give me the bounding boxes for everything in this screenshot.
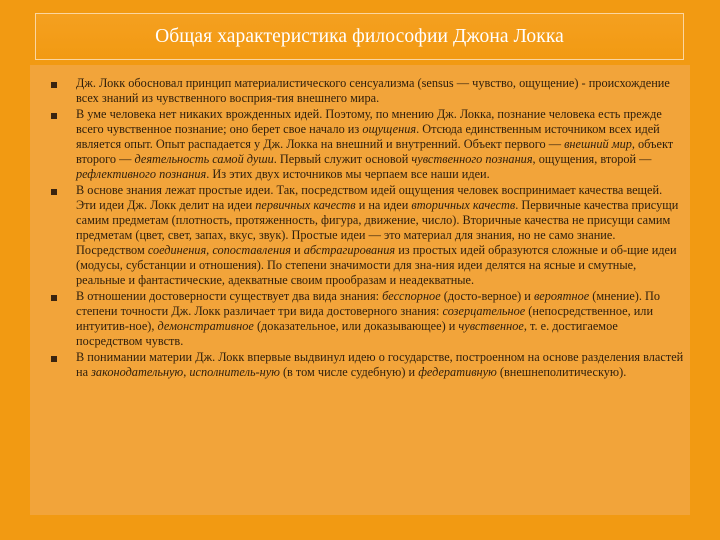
bullet-item	[30, 289, 685, 349]
italic-term: демонстративное	[157, 319, 254, 333]
italic-term: созерцательное	[442, 304, 526, 318]
bullet-square-icon	[51, 113, 57, 119]
bullet-square-icon	[51, 295, 57, 301]
bullet-item	[30, 183, 685, 288]
text-segment: . Отсюда единственным источником всех идей является опыт. Опыт распадается у Дж. Локка на внешний и внутренний. Объект первого —	[76, 122, 660, 151]
italic-term: вероятное	[533, 289, 590, 303]
bullet-square-icon	[51, 82, 57, 88]
text-segment: ,	[183, 365, 190, 379]
text-segment: (непосредственное, или интуитив-ное),	[76, 304, 654, 333]
text-segment: и на идеи	[355, 198, 412, 212]
italic-term: чувственное	[458, 319, 524, 333]
italic-term: соединения, сопоставления	[147, 243, 291, 257]
bullet-text	[76, 350, 685, 380]
bullet-text	[76, 107, 685, 182]
text-segment: В уме человека нет никаких врожденных идей. Поэтому, по мнению Дж. Локка, познание человека есть прежде всего чувственное познание; оно берет свое начало из	[76, 107, 662, 136]
slide-title: Общая характеристика философии Джона Локка	[155, 25, 564, 47]
text-segment: (внешнеполитическую).	[496, 365, 627, 379]
bullet-square-icon	[51, 189, 57, 195]
text-segment: В основе знания лежат простые идеи. Так, посредством идей ощущения человек воспринимает качества вещей. Эти идеи Дж. Локк делит на идеи	[76, 183, 663, 212]
text-segment: , ощущения, второй —	[532, 152, 652, 166]
italic-term: первичных качеств	[255, 198, 356, 212]
text-segment: (мнение). По степени точности Дж. Локк различает три вида достоверного знания:	[76, 289, 661, 318]
bullet-square-icon	[51, 356, 57, 362]
text-segment: (в том числе судебную) и	[279, 365, 419, 379]
text-segment: . Первичные качества присущи самим предметам (плотность, протяженность, фигура, движение, число). Вторичные качества не присущи самим предметам (цвет, свет, запах, вкус, звук). Простые идеи — это материал для знания, но не само знание. Посредством	[76, 198, 679, 257]
italic-term: чувственного познания	[411, 152, 533, 166]
text-segment: (досто-верное) и	[440, 289, 534, 303]
text-segment: , объект второго —	[76, 137, 674, 166]
text-segment: . Первый служит основой	[273, 152, 412, 166]
bullet-text	[76, 289, 685, 349]
bullet-list	[30, 76, 685, 381]
bullet-item	[30, 350, 685, 380]
italic-term: исполнитель-ную	[189, 365, 280, 379]
italic-term: законодательную	[91, 365, 184, 379]
text-segment: , т. е. достигаемое посредством чувств.	[76, 319, 618, 348]
italic-term: бесспорное	[382, 289, 441, 303]
text-segment: В понимании материи Дж. Локк впервые выдвинул идею о государстве, построенном на основе разделения властей на	[76, 350, 684, 379]
italic-term: вторичных качеств	[411, 198, 516, 212]
bullet-item	[30, 76, 685, 106]
text-segment: из простых идей образуются сложные и об-щие идеи (модусы, субстанции и отношения). По степени значимости для зна-ния идеи делятся на ясные и смутные, реальные и фантастические, адекватные своим прообразам и неадекватные.	[76, 243, 677, 287]
italic-term: федеративную	[418, 365, 497, 379]
italic-term: ощущения	[362, 122, 417, 136]
italic-term: абстрагирования	[303, 243, 396, 257]
text-segment: и	[290, 243, 304, 257]
text-segment: . Из этих двух источников мы черпаем все наши идеи.	[206, 167, 490, 181]
text-segment: Дж. Локк обосновал принцип материалистического сенсуализма (sensus — чувство, ощущение) - происхождение всех знаний из чувственного восприя-тия внешнего мира.	[76, 76, 670, 105]
italic-term: рефлективного познания	[76, 167, 207, 181]
italic-term: деятельность самой души	[134, 152, 274, 166]
text-segment: В отношении достоверности существует два вида знания:	[76, 289, 383, 303]
bullet-text	[76, 183, 685, 288]
title-box	[35, 13, 684, 60]
bullet-item	[30, 107, 685, 182]
text-segment: (доказательное, или доказывающее) и	[253, 319, 459, 333]
italic-term: внешний мир	[564, 137, 632, 151]
bullet-text	[76, 76, 685, 106]
